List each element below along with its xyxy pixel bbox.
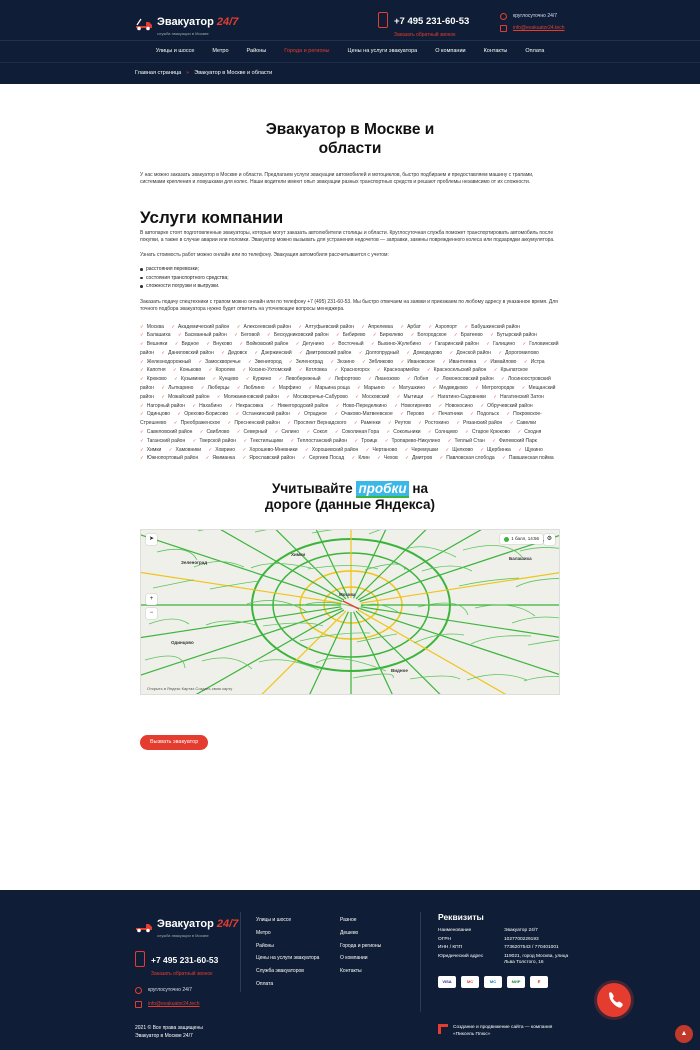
district-link[interactable]: ✓ Филевский Парк bbox=[492, 438, 537, 444]
district-link[interactable]: ✓ Троицк bbox=[354, 438, 377, 444]
district-link[interactable]: ✓ Лобня bbox=[407, 376, 428, 382]
maestro-icon: MC bbox=[484, 976, 502, 988]
table-row: Юридический адрес 119021, город Москва, улица Льва Толстого, 16 bbox=[438, 953, 569, 965]
district-link[interactable]: ✓ Алтуфьевский район bbox=[298, 324, 353, 330]
district-link[interactable]: ✓ Мытищи bbox=[397, 394, 424, 400]
traffic-badge[interactable]: 1 балл, 14:56 bbox=[500, 534, 543, 544]
district-link[interactable]: ✓ Кузьминки bbox=[174, 376, 205, 382]
breadcrumb-separator: » bbox=[186, 70, 190, 76]
visa-icon: VISA bbox=[438, 976, 456, 988]
traffic-map[interactable] bbox=[140, 529, 560, 695]
developer-credit[interactable]: Создание и продвижение сайта — компания «Пиксель Плюс» bbox=[438, 1024, 563, 1038]
tow-truck-icon bbox=[135, 919, 153, 933]
district-link[interactable]: ✓ Железнодорожный bbox=[140, 359, 191, 365]
district-link[interactable]: ✓ Свиблово bbox=[200, 429, 230, 435]
district-link[interactable]: ✓ Покровское-Стрешнево bbox=[140, 411, 542, 426]
site-header bbox=[0, 0, 700, 62]
district-link[interactable]: ✓ Зябликово bbox=[362, 359, 393, 365]
district-link[interactable]: ✓ Нагатино-Садовники bbox=[431, 394, 486, 400]
district-link[interactable]: ✓ Печатники bbox=[432, 411, 463, 417]
requisites-table bbox=[438, 928, 574, 968]
district-link[interactable]: ✓ Ломоносовский район bbox=[436, 376, 494, 382]
district-link[interactable]: ✓ Южнопортовый район bbox=[140, 455, 198, 461]
districts-list bbox=[140, 323, 560, 464]
breadcrumb-home[interactable]: Главная страница bbox=[135, 70, 182, 76]
district-link[interactable]: ✓ Крюково bbox=[140, 376, 167, 382]
footer-link[interactable]: Служба эвакуаторов bbox=[256, 968, 304, 975]
header-contacts bbox=[500, 10, 565, 34]
district-link[interactable]: ✓ Солнцево bbox=[428, 429, 458, 435]
footer-link[interactable]: Разное bbox=[340, 917, 357, 923]
footer-callback-link[interactable]: Заказать обратный звонок bbox=[151, 971, 213, 977]
district-link[interactable]: ✓ Молжаниновский район bbox=[217, 394, 279, 400]
district-link[interactable]: ✓ Марьино bbox=[357, 385, 385, 391]
district-link[interactable]: ✓ Зеленоград bbox=[289, 359, 323, 365]
district-link[interactable]: ✓ Вешняки bbox=[140, 341, 167, 347]
nav-streets[interactable]: Улицы и шоссе bbox=[155, 48, 195, 54]
mail-icon bbox=[500, 25, 507, 32]
district-link[interactable]: ✓ Москва bbox=[140, 324, 164, 330]
district-link[interactable]: ✓ Текстильщики bbox=[243, 438, 283, 444]
district-link[interactable]: ✓ Новокосино bbox=[439, 403, 473, 409]
district-link[interactable]: ✓ Нахабино bbox=[192, 403, 222, 409]
district-link[interactable]: ✓ Дегунино bbox=[296, 341, 324, 347]
district-link[interactable]: ✓ Подольск bbox=[470, 411, 499, 417]
district-link[interactable]: ✓ Московский bbox=[355, 394, 389, 400]
district-link[interactable]: ✓ Внуково bbox=[206, 341, 232, 347]
clock-icon bbox=[500, 13, 507, 20]
district-link[interactable]: ✓ Тропарево-Никулино bbox=[385, 438, 441, 444]
district-link[interactable]: ✓ Красноармейск bbox=[377, 367, 420, 373]
district-link[interactable]: ✓ Басманный район bbox=[178, 332, 227, 338]
district-link[interactable]: ✓ Раменки bbox=[354, 420, 381, 426]
district-link[interactable]: ✓ Беговой bbox=[234, 332, 260, 338]
district-link[interactable]: ✓ Чехов bbox=[377, 455, 398, 461]
district-link[interactable]: ✓ Измайлово bbox=[484, 359, 517, 365]
district-link[interactable]: ✓ Орехово-Борисово bbox=[177, 411, 228, 417]
main-nav bbox=[0, 40, 700, 62]
district-link[interactable]: ✓ Черемушки bbox=[405, 447, 438, 453]
district-link[interactable]: ✓ Савелки bbox=[510, 420, 536, 426]
district-link[interactable]: ✓ Красногорск bbox=[334, 367, 369, 373]
header-phone bbox=[378, 11, 469, 38]
district-link[interactable]: ✓ Ярославский район bbox=[242, 455, 294, 461]
district-link[interactable]: ✓ Одинцово bbox=[140, 411, 170, 417]
district-link[interactable]: ✓ Коньково bbox=[173, 367, 201, 373]
district-link[interactable]: ✓ Бирюлево bbox=[373, 332, 403, 338]
district-link[interactable]: ✓ Долгопрудный bbox=[359, 350, 399, 356]
district-link[interactable]: ✓ Якиманка bbox=[206, 455, 235, 461]
district-link[interactable]: ✓ Хамовники bbox=[169, 447, 201, 453]
district-link[interactable]: ✓ Москворечье-Сабурово bbox=[286, 394, 348, 400]
nav-districts[interactable]: Районы bbox=[246, 48, 267, 54]
factors-list bbox=[140, 265, 560, 291]
district-link[interactable]: ✓ Реутов bbox=[388, 420, 411, 426]
district-link[interactable]: ✓ Тверской район bbox=[193, 438, 236, 444]
map-label: Видное bbox=[391, 668, 408, 674]
zoom-in-button[interactable]: + bbox=[146, 594, 157, 605]
district-link[interactable]: ✓ Таганский район bbox=[140, 438, 185, 444]
district-link[interactable]: ✓ Замоскворечье bbox=[198, 359, 240, 365]
district-link[interactable]: ✓ Павшинская пойма bbox=[502, 455, 554, 461]
table-row: Наименование Эвакуатор 24/7 bbox=[438, 928, 538, 933]
nav-prices[interactable]: Цены на услуги эвакуатора bbox=[347, 48, 418, 54]
footer-brand: Эвакуатор 24/7 служба эвакуации в Москве +7 495 231-60-53 Заказать обратный звонок круглосуточно 24/7 info@evakuator24.tech bbox=[135, 914, 238, 1011]
district-link[interactable]: ✓ Ховрино bbox=[208, 447, 235, 453]
district-link[interactable]: ✓ Мещанский район bbox=[140, 385, 555, 400]
traffic-light-icon bbox=[504, 537, 509, 542]
district-link[interactable]: ✓ Теплостанский район bbox=[290, 438, 347, 444]
district-link[interactable]: ✓ Ново-Переделкино bbox=[336, 403, 387, 409]
table-row: ИНН / КПП 7736207543 / 770401001 bbox=[438, 945, 559, 950]
list-item: расстояния перевозки; bbox=[140, 265, 560, 274]
district-link[interactable]: ✓ Нагатинский Затон bbox=[493, 394, 544, 400]
nav-about[interactable]: О компании bbox=[435, 48, 466, 54]
breadcrumb-current: Эвакуатор в Москве и области bbox=[194, 70, 273, 76]
district-link[interactable]: ✓ Арбат bbox=[400, 324, 421, 330]
district-link[interactable]: ✓ Очаково-Матвеевское bbox=[334, 411, 392, 417]
requisites bbox=[438, 912, 574, 988]
logo[interactable] bbox=[135, 12, 238, 36]
traffic-title: Учитывайте пробки на дороге (данные Яндекса) bbox=[264, 481, 436, 513]
ruble-icon: ₽ bbox=[530, 976, 548, 988]
zoom-out-button[interactable]: − bbox=[146, 608, 157, 619]
district-link[interactable]: ✓ Ростокино bbox=[418, 420, 449, 426]
mastercard-icon: MC bbox=[461, 976, 479, 988]
district-link[interactable]: ✓ Котловка bbox=[299, 367, 327, 373]
map-label: Зеленоград bbox=[181, 560, 208, 566]
map-label: Одинцово bbox=[171, 640, 194, 646]
district-link[interactable]: ✓ Северный bbox=[237, 429, 267, 435]
district-link[interactable]: ✓ Химки bbox=[140, 447, 161, 453]
floating-call-button[interactable] bbox=[597, 983, 631, 1017]
services-paragraph: В автопарке стоят подготовленные эвакуаторы, которые могут заказать автолюбители столицы и области. Круглосуточная служба поможет транспортировать автомобиль после покупки, а также в случае аварии или поломки. Эвакуатор можно вызывать для устранения недочетов — заправки, замены поврежденного колеса или подзарядки аккумулятора. bbox=[140, 230, 555, 243]
district-link[interactable]: ✓ Сокольники bbox=[386, 429, 420, 435]
email-link[interactable]: info@evakuator24.tech bbox=[513, 25, 565, 31]
district-link[interactable]: ✓ Теплый Стан bbox=[448, 438, 485, 444]
district-link[interactable]: ✓ Домодедово bbox=[406, 350, 442, 356]
district-link[interactable]: ✓ Донской район bbox=[450, 350, 491, 356]
divider bbox=[420, 912, 421, 1012]
district-link[interactable]: ✓ Апрелевка bbox=[361, 324, 393, 330]
scroll-up-button[interactable]: ▲ bbox=[675, 1025, 693, 1043]
services-paragraph: Заказать подачу спецтехники с трапом можно онлайн или по телефону +7 (495) 231-60-53. Мы быстро отвечаем на заявки и приезжаем по любому адресу в указанное время. Для точного подбора эвакуатора нужно будет ответить на уточняющие вопросы менеджера. bbox=[140, 298, 558, 312]
district-link[interactable]: ✓ Головинский район bbox=[140, 341, 559, 356]
footer-logo[interactable]: Эвакуатор 24/7 служба эвакуации в Москве bbox=[135, 914, 238, 938]
district-link[interactable]: ✓ Братеево bbox=[454, 332, 483, 338]
district-link[interactable]: ✓ Пресненский район bbox=[228, 420, 280, 426]
footer-phone[interactable]: +7 495 231-60-53 bbox=[151, 955, 219, 965]
district-link[interactable]: ✓ Силино bbox=[275, 429, 299, 435]
district-link[interactable]: ✓ Проспект Вернадского bbox=[287, 420, 346, 426]
working-hours: круглосуточно 24/7 bbox=[513, 13, 558, 19]
district-link[interactable]: ✓ Метрогородок bbox=[475, 385, 514, 391]
nav-metro[interactable]: Метро bbox=[212, 48, 229, 54]
district-link[interactable]: ✓ Бабушкинский район bbox=[465, 324, 520, 330]
footer-link[interactable]: Контакты bbox=[340, 968, 362, 975]
district-link[interactable]: ✓ Павловская слобода bbox=[439, 455, 494, 461]
district-link[interactable]: ✓ Некрасовка bbox=[229, 403, 263, 409]
district-link[interactable]: ✓ Люблино bbox=[237, 385, 265, 391]
mail-icon bbox=[135, 1001, 142, 1008]
district-link[interactable]: ✓ Марфино bbox=[272, 385, 301, 391]
district-link[interactable]: ✓ Выхино-Жулебино bbox=[371, 341, 421, 347]
nav-payment[interactable]: Оплата bbox=[525, 48, 545, 54]
phone-icon bbox=[378, 12, 388, 28]
district-link[interactable]: ✓ Аэропорт bbox=[428, 324, 457, 330]
district-link[interactable]: ✓ Соколиная Гора bbox=[335, 429, 379, 435]
map-copyright[interactable]: Открыть в Яндекс Картах Создать свою карту bbox=[147, 686, 233, 692]
nav-contacts[interactable]: Контакты bbox=[483, 48, 508, 54]
breadcrumb bbox=[0, 62, 700, 84]
intro-text: У нас можно заказать эвакуатор в Москве и области. Предлагаем услуги эвакуации автомобилей и мотоциклов, быстро подбираем и предоставляем машину с трапами, системами крепления и ловушками для колес. Наши водители имеют опыт эвакуации разных транспортных средств и решают проблемы независимо от их сложности. bbox=[140, 172, 534, 185]
district-link[interactable]: ✓ Косино-Ухтомский bbox=[242, 367, 291, 373]
footer-link[interactable]: Дешево bbox=[340, 929, 359, 936]
phone-link[interactable]: +7 495 231-60-53 bbox=[394, 16, 470, 27]
district-link[interactable]: ✓ Обручевский район bbox=[480, 403, 532, 409]
traffic-highlight: пробки bbox=[358, 481, 407, 497]
district-link[interactable]: ✓ Дзержинский bbox=[254, 350, 291, 356]
district-link[interactable]: ✓ Бескудниковский район bbox=[267, 332, 329, 338]
developer-logo-icon bbox=[438, 1024, 448, 1034]
district-link[interactable]: ✓ Зюзино bbox=[330, 359, 354, 365]
tow-truck-icon bbox=[135, 17, 153, 31]
district-link[interactable]: ✓ Восточный bbox=[332, 341, 364, 347]
table-row: ОГРН 1027700229193 bbox=[438, 936, 539, 942]
district-link[interactable]: ✓ Лефортово bbox=[328, 376, 361, 382]
phone-icon bbox=[597, 983, 631, 1017]
district-link[interactable]: ✓ Балашиха bbox=[140, 332, 171, 338]
footer-link[interactable]: О компании bbox=[340, 955, 368, 962]
district-link[interactable]: ✓ Сокол bbox=[306, 429, 327, 435]
district-link[interactable]: ✓ Новогиреево bbox=[394, 403, 431, 409]
logo-accent: 24/7 bbox=[216, 16, 239, 28]
payment-methods bbox=[438, 976, 574, 988]
services-section bbox=[140, 208, 560, 313]
page-title: Эвакуатор в Москве и области bbox=[265, 121, 435, 157]
footer-link[interactable]: Оплата bbox=[256, 980, 274, 987]
district-link[interactable]: ✓ Капотня bbox=[140, 367, 166, 373]
district-link[interactable]: ✓ Левобережный bbox=[279, 376, 321, 382]
district-link[interactable]: ✓ Алексеевский район bbox=[237, 324, 291, 330]
district-link[interactable]: ✓ Щукино bbox=[518, 447, 543, 453]
locate-icon[interactable]: ➤ bbox=[146, 534, 157, 545]
district-link[interactable]: ✓ Дедовск bbox=[221, 350, 247, 356]
footer-link[interactable]: Улицы и шоссе bbox=[256, 917, 292, 923]
district-link[interactable]: ✓ Хорошево-Мневники bbox=[242, 447, 297, 453]
district-link[interactable]: ✓ Нижегородский район bbox=[271, 403, 329, 409]
district-link[interactable]: ✓ Ивантеевка bbox=[442, 359, 476, 365]
district-link[interactable]: ✓ Войковский район bbox=[239, 341, 288, 347]
nav-cities[interactable]: Города и регионы bbox=[284, 48, 330, 54]
district-link[interactable]: ✓ Рязанский район bbox=[456, 420, 502, 426]
district-link[interactable]: ✓ Звенигород bbox=[248, 359, 282, 365]
district-link[interactable]: ✓ Клин bbox=[352, 455, 370, 461]
district-link[interactable]: ✓ Куркино bbox=[246, 376, 271, 382]
district-link[interactable]: ✓ Бибирево bbox=[336, 332, 365, 338]
district-link[interactable]: ✓ Щелково bbox=[445, 447, 472, 453]
district-link[interactable]: ✓ Лосиноостровский район bbox=[140, 376, 551, 391]
district-link[interactable]: ✓ Гагаринский район bbox=[428, 341, 478, 347]
site-footer bbox=[0, 890, 700, 1050]
map-label: Москва bbox=[339, 592, 356, 598]
district-link[interactable]: ✓ Галицино bbox=[486, 341, 515, 347]
district-link[interactable]: ✓ Истра bbox=[524, 359, 545, 365]
district-link[interactable]: ✓ Кунцево bbox=[213, 376, 239, 382]
district-link[interactable]: ✓ Марьина роща bbox=[308, 385, 349, 391]
divider bbox=[240, 912, 241, 992]
logo-subtitle: служба эвакуации в Москве bbox=[157, 31, 209, 36]
map-label: Химки bbox=[291, 552, 306, 558]
call-tow-button[interactable]: Вызвать эвакуатор bbox=[140, 735, 208, 750]
district-link[interactable]: ✓ Старое Крюково bbox=[465, 429, 510, 435]
list-item: состояния транспортного средства; bbox=[140, 274, 560, 283]
copyright: 2021 © Все права защищены Эвакуатор в Москве 24/7 bbox=[135, 1025, 203, 1039]
district-link[interactable]: ✓ Хорошевский район bbox=[305, 447, 358, 453]
district-link[interactable]: ✓ Дорогомилово bbox=[498, 350, 538, 356]
footer-link[interactable]: Районы bbox=[256, 942, 274, 949]
district-link[interactable]: ✓ Лыткарино bbox=[161, 385, 193, 391]
district-link[interactable]: ✓ Видное bbox=[175, 341, 199, 347]
map-label: Балашиха bbox=[509, 556, 532, 562]
clock-icon bbox=[135, 987, 142, 994]
district-link[interactable]: ✓ Щербинка bbox=[480, 447, 511, 453]
main-content bbox=[0, 120, 700, 750]
district-link[interactable]: ✓ Красносельский район bbox=[427, 367, 487, 373]
map-roads bbox=[141, 530, 560, 695]
district-link[interactable]: ✓ Дмитров bbox=[405, 455, 432, 461]
district-link[interactable]: ✓ Чертаново bbox=[366, 447, 398, 453]
district-link[interactable]: ✓ Крылатское bbox=[494, 367, 528, 373]
footer-link[interactable]: Города и регионы bbox=[340, 942, 382, 949]
footer-email-link[interactable]: info@evakuator24.tech bbox=[148, 1001, 200, 1007]
district-link[interactable]: ✓ Лианозово bbox=[368, 376, 400, 382]
settings-icon[interactable]: ⚙ bbox=[544, 534, 555, 545]
district-link[interactable]: ✓ Перово bbox=[400, 411, 424, 417]
district-link[interactable]: ✓ Медведково bbox=[432, 385, 467, 391]
district-link[interactable]: ✓ Ивановское bbox=[401, 359, 435, 365]
footer-menu-1 bbox=[256, 914, 319, 991]
district-link[interactable]: ✓ Сходня bbox=[517, 429, 541, 435]
district-link[interactable]: ✓ Королев bbox=[209, 367, 235, 373]
callback-link[interactable]: Заказать обратный звонок bbox=[394, 32, 456, 38]
district-link[interactable]: ✓ Богородское bbox=[411, 332, 447, 338]
mir-icon: МИР bbox=[507, 976, 525, 988]
district-link[interactable]: ✓ Дмитровский район bbox=[299, 350, 351, 356]
district-link[interactable]: ✓ Академический район bbox=[171, 324, 229, 330]
district-link[interactable]: ✓ Люберцы bbox=[201, 385, 230, 391]
services-title: Услуги компании bbox=[140, 208, 284, 227]
district-link[interactable]: ✓ Преображенское bbox=[174, 420, 220, 426]
district-link[interactable]: ✓ Савеловский район bbox=[140, 429, 192, 435]
services-paragraph: Узнать стоимость работ можно онлайн или по телефону. Эвакуация автомобиля рассчитывается с учетом: bbox=[140, 252, 389, 258]
district-link[interactable]: ✓ Можайский район bbox=[161, 394, 209, 400]
phone-icon bbox=[135, 951, 145, 967]
requisites-title: Реквизиты bbox=[438, 912, 484, 922]
district-link[interactable]: ✓ Нагорный район bbox=[140, 403, 185, 409]
district-link[interactable]: ✓ Бутырский район bbox=[490, 332, 537, 338]
footer-link[interactable]: Цены на услуги эвакуатора bbox=[256, 955, 320, 962]
district-link[interactable]: ✓ Даниловский район bbox=[161, 350, 213, 356]
district-link[interactable]: ✓ Останкинский район bbox=[236, 411, 290, 417]
footer-menu-2 bbox=[340, 914, 381, 978]
logo-text: Эвакуатор bbox=[157, 16, 214, 28]
district-link[interactable]: ✓ Отрадное bbox=[297, 411, 327, 417]
list-item: сложности погрузки и выгрузки. bbox=[140, 282, 560, 291]
district-link[interactable]: ✓ Сергиев Посад bbox=[302, 455, 344, 461]
district-link[interactable]: ✓ Матушкино bbox=[392, 385, 425, 391]
footer-link[interactable]: Метро bbox=[256, 929, 271, 936]
